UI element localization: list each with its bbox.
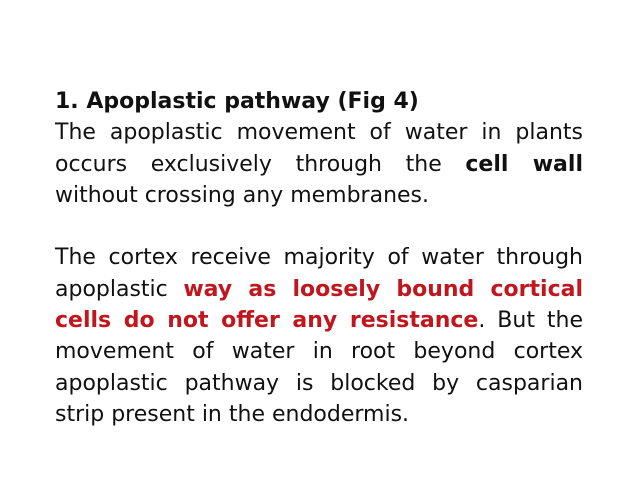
paragraph-text: without crossing any membranes.: [55, 182, 430, 208]
paragraph-apoplastic-definition: [55, 117, 583, 211]
highlighted-text: way as loosely bound cortical cells do not offer any resistance: [55, 276, 583, 334]
section-heading: 1. Apoplastic pathway (Fig 4): [55, 89, 419, 114]
slide-content: [55, 86, 583, 430]
paragraph-text: The cortex receive majority of water through apoplastic: [55, 245, 583, 302]
bold-term-cell-wall: cell wall: [465, 151, 583, 177]
paragraph-cortex: [55, 242, 583, 430]
paragraph-text: The apoplastic movement of water in plants occurs exclusively through the: [55, 120, 583, 177]
paragraph-text: . But the movement of water in root beyond cortex apoplastic pathway is blocked by casparian strip present in the endodermis.: [55, 308, 583, 427]
paragraph-gap: [55, 211, 583, 242]
